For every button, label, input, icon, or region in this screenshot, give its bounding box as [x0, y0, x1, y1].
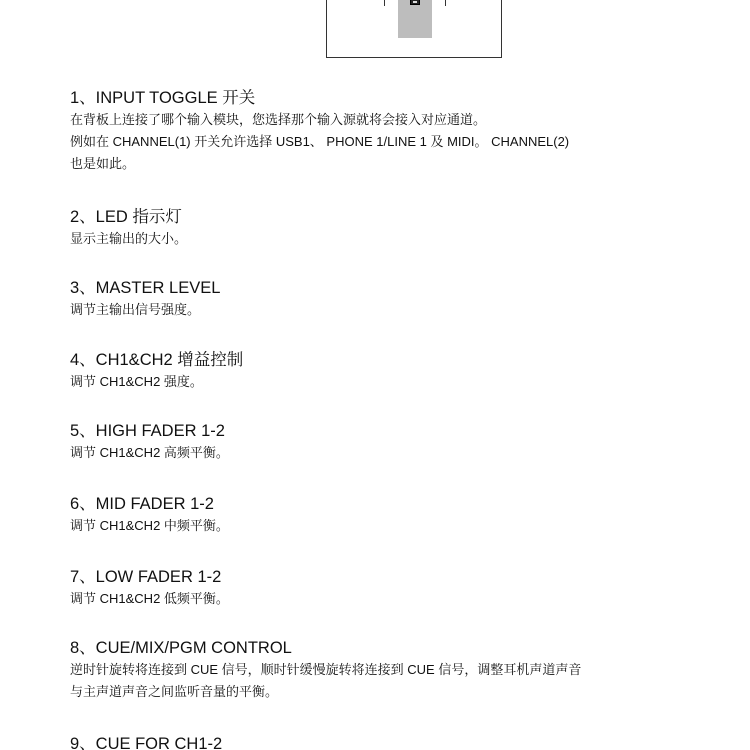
section-led [70, 206, 720, 250]
section-text-line: 调节 CH1&CH2 高频平衡。 [70, 445, 229, 460]
diagram-tick-right [445, 0, 446, 6]
section-gain-control [70, 349, 720, 393]
fader-slot [398, 0, 432, 38]
section-text-line: 调节主输出信号强度。 [70, 302, 201, 317]
section-input-toggle [70, 87, 720, 175]
section-text-line: 调节 CH1&CH2 强度。 [70, 374, 203, 389]
section-master-level [70, 277, 720, 321]
fader-knob-icon [410, 0, 420, 5]
section-text-line: 例如在 CHANNEL(1) 开关允许选择 USB1、 PHONE 1/LINE 1 及 MIDI。 CHANNEL(2) [70, 134, 570, 149]
section-heading: 7、LOW FADER 1-2 [70, 568, 222, 586]
section-cue-for-ch [70, 733, 720, 750]
section-heading: 3、MASTER LEVEL [70, 279, 221, 297]
section-text-line: 逆时针旋转将连接到 CUE 信号，顺时针缓慢旋转将连接到 CUE 信号，调整耳机声道声音 [70, 662, 582, 677]
mixer-diagram-fragment [326, 0, 502, 58]
section-text-line: 显示主输出的大小。 [70, 231, 188, 246]
section-heading: 4、CH1&CH2 增益控制 [70, 351, 244, 369]
section-low-fader [70, 566, 720, 610]
section-heading: 5、HIGH FADER 1-2 [70, 422, 225, 440]
diagram-tick-left [384, 0, 385, 6]
section-heading: 8、CUE/MIX/PGM CONTROL [70, 639, 292, 657]
section-text-line: 也是如此。 [70, 156, 136, 171]
section-heading: 6、MID FADER 1-2 [70, 495, 214, 513]
section-text-line: 调节 CH1&CH2 中频平衡。 [70, 518, 229, 533]
section-text-line: 与主声道声音之间监听音量的平衡。 [70, 684, 279, 699]
section-cue-mix-pgm [70, 637, 720, 703]
section-high-fader [70, 420, 720, 464]
section-heading: 2、LED 指示灯 [70, 208, 182, 226]
section-text-line: 在背板上连接了哪个输入模块，您选择那个输入源就将会接入对应通道。 [70, 112, 487, 127]
section-heading: 1、INPUT TOGGLE 开关 [70, 89, 256, 107]
section-mid-fader [70, 493, 720, 537]
section-heading: 9、CUE FOR CH1-2 [70, 735, 223, 750]
section-text-line: 调节 CH1&CH2 低频平衡。 [70, 591, 229, 606]
